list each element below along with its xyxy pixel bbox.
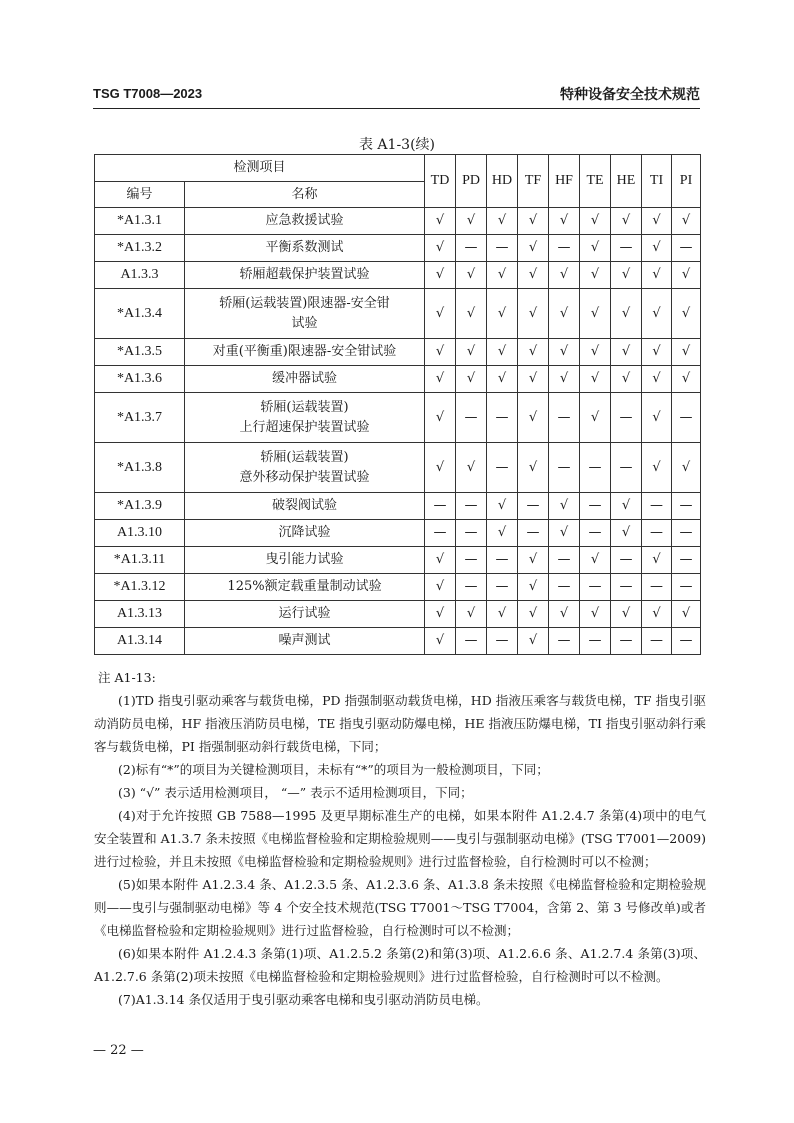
table-row bbox=[95, 601, 701, 628]
applicability-mark: √ bbox=[642, 366, 672, 393]
applicability-mark: √ bbox=[456, 601, 487, 628]
page-number: — 22 — bbox=[93, 1043, 144, 1058]
item-name-line: 试验 bbox=[291, 315, 318, 331]
applicability-mark: √ bbox=[518, 393, 549, 443]
applicability-mark: — bbox=[642, 520, 672, 547]
applicability-mark: — bbox=[580, 574, 611, 601]
applicability-mark: — bbox=[549, 393, 580, 443]
table-row bbox=[95, 443, 701, 493]
applicability-mark: — bbox=[456, 235, 487, 262]
item-code: A1.3.13 bbox=[95, 601, 185, 628]
applicability-mark: — bbox=[611, 443, 642, 493]
category-header: TI bbox=[642, 155, 672, 208]
applicability-mark: √ bbox=[580, 366, 611, 393]
note-item: (1)TD 指曳引驱动乘客与载货电梯，PD 指强制驱动载货电梯，HD 指液压乘客与载货电梯，TF 指曳引驱动消防员电梯，HF 指液压消防员电梯，TE 指曳引驱动防爆电梯，HE 指液压防爆电梯，TI 指曳引驱动斜行乘客与载货电梯，PI 指强制驱动斜行载货电梯，下同； bbox=[94, 693, 706, 754]
applicability-mark: √ bbox=[642, 235, 672, 262]
applicability-mark: — bbox=[672, 520, 701, 547]
item-name bbox=[185, 208, 425, 235]
applicability-mark: √ bbox=[580, 393, 611, 443]
item-name-line: 应急救援试验 bbox=[265, 213, 344, 228]
table-row bbox=[95, 208, 701, 235]
name-column-header: 名称 bbox=[185, 182, 425, 208]
item-code: A1.3.14 bbox=[95, 628, 185, 655]
table-row bbox=[95, 235, 701, 262]
applicability-mark: — bbox=[611, 547, 642, 574]
table-row bbox=[95, 262, 701, 289]
item-name bbox=[185, 601, 425, 628]
applicability-mark: — bbox=[672, 574, 701, 601]
item-code: *A1.3.2 bbox=[95, 235, 185, 262]
applicability-mark: √ bbox=[580, 547, 611, 574]
applicability-mark: √ bbox=[487, 289, 518, 339]
applicability-mark: — bbox=[487, 547, 518, 574]
item-code: *A1.3.4 bbox=[95, 289, 185, 339]
item-name bbox=[185, 235, 425, 262]
item-name bbox=[185, 628, 425, 655]
applicability-mark: √ bbox=[611, 262, 642, 289]
applicability-mark: √ bbox=[549, 601, 580, 628]
applicability-mark: √ bbox=[672, 208, 701, 235]
item-code: *A1.3.11 bbox=[95, 547, 185, 574]
applicability-mark: √ bbox=[611, 520, 642, 547]
applicability-mark: √ bbox=[425, 574, 456, 601]
applicability-mark: √ bbox=[518, 574, 549, 601]
applicability-mark: √ bbox=[456, 443, 487, 493]
applicability-mark: √ bbox=[580, 262, 611, 289]
table-caption: 表 A1-3(续) bbox=[358, 137, 436, 153]
applicability-mark: — bbox=[425, 520, 456, 547]
applicability-mark: √ bbox=[425, 366, 456, 393]
applicability-mark: √ bbox=[487, 601, 518, 628]
applicability-mark: √ bbox=[611, 493, 642, 520]
item-name bbox=[185, 443, 425, 493]
applicability-mark: — bbox=[611, 393, 642, 443]
applicability-mark: — bbox=[672, 393, 701, 443]
inspection-items-table bbox=[94, 154, 701, 655]
item-name bbox=[185, 366, 425, 393]
applicability-mark: √ bbox=[518, 339, 549, 366]
applicability-mark: √ bbox=[518, 208, 549, 235]
applicability-mark: √ bbox=[672, 339, 701, 366]
table-row bbox=[95, 366, 701, 393]
applicability-mark: √ bbox=[611, 601, 642, 628]
applicability-mark: √ bbox=[518, 443, 549, 493]
note-item: (7)A1.3.14 条仅适用于曳引驱动乘客电梯和曳引驱动消防员电梯。 bbox=[118, 992, 489, 1007]
applicability-mark: √ bbox=[425, 208, 456, 235]
category-header: PD bbox=[456, 155, 487, 208]
applicability-mark: √ bbox=[487, 520, 518, 547]
applicability-mark: √ bbox=[549, 339, 580, 366]
applicability-mark: — bbox=[425, 493, 456, 520]
applicability-mark: — bbox=[672, 628, 701, 655]
applicability-mark: √ bbox=[580, 235, 611, 262]
item-name-line: 轿厢(运载装置) bbox=[260, 449, 349, 465]
item-name-line: 平衡系数测试 bbox=[265, 240, 344, 255]
applicability-mark: √ bbox=[611, 366, 642, 393]
category-header: HD bbox=[487, 155, 518, 208]
applicability-mark: √ bbox=[642, 443, 672, 493]
applicability-mark: √ bbox=[549, 493, 580, 520]
applicability-mark: — bbox=[456, 520, 487, 547]
doc-code: TSG T7008—2023 bbox=[93, 86, 203, 101]
applicability-mark: √ bbox=[487, 339, 518, 366]
applicability-mark: √ bbox=[425, 601, 456, 628]
applicability-mark: — bbox=[456, 574, 487, 601]
item-name-line: 对重(平衡重)限速器-安全钳试验 bbox=[212, 344, 397, 359]
applicability-mark: √ bbox=[518, 262, 549, 289]
applicability-mark: — bbox=[456, 393, 487, 443]
item-name-line: 轿厢(运载装置)限速器-安全钳 bbox=[219, 295, 390, 311]
applicability-mark: √ bbox=[425, 262, 456, 289]
note-item: (5)如果本附件 A1.2.3.4 条、A1.2.3.5 条、A1.2.3.6 条、A1.3.8 条未按照《电梯监督检验和定期检验规则——曳引与强制驱动电梯》等 4 个安全技术规范(TSG T7001～TSG T7004，含第 2、第 3 号修改单)或者《电梯监督检验和定期检验规则》进行过监督检验，自行检测时可以不检测； bbox=[94, 877, 706, 938]
item-name-line: 破裂阀试验 bbox=[272, 498, 338, 513]
applicability-mark: √ bbox=[549, 289, 580, 339]
item-name bbox=[185, 493, 425, 520]
applicability-mark: √ bbox=[518, 289, 549, 339]
category-header: TE bbox=[580, 155, 611, 208]
applicability-mark: — bbox=[487, 574, 518, 601]
applicability-mark: √ bbox=[611, 208, 642, 235]
table-row bbox=[95, 574, 701, 601]
applicability-mark: √ bbox=[425, 628, 456, 655]
applicability-mark: √ bbox=[642, 547, 672, 574]
applicability-mark: √ bbox=[611, 339, 642, 366]
applicability-mark: √ bbox=[580, 601, 611, 628]
item-code: A1.3.10 bbox=[95, 520, 185, 547]
applicability-mark: — bbox=[672, 235, 701, 262]
applicability-mark: √ bbox=[518, 235, 549, 262]
applicability-mark: — bbox=[611, 628, 642, 655]
doc-series-title: 特种设备安全技术规范 bbox=[560, 87, 700, 103]
item-name bbox=[185, 520, 425, 547]
applicability-mark: — bbox=[487, 443, 518, 493]
applicability-mark: √ bbox=[456, 208, 487, 235]
applicability-mark: √ bbox=[611, 289, 642, 339]
applicability-mark: — bbox=[518, 493, 549, 520]
item-name bbox=[185, 574, 425, 601]
item-name-line: 上行超速保护装置试验 bbox=[239, 419, 370, 435]
applicability-mark: √ bbox=[425, 547, 456, 574]
item-name bbox=[185, 339, 425, 366]
category-header: HF bbox=[549, 155, 580, 208]
item-name-line: 沉降试验 bbox=[278, 525, 331, 540]
item-name-line: 运行试验 bbox=[278, 606, 331, 621]
applicability-mark: √ bbox=[672, 366, 701, 393]
applicability-mark: √ bbox=[549, 262, 580, 289]
applicability-mark: √ bbox=[672, 443, 701, 493]
applicability-mark: — bbox=[672, 547, 701, 574]
applicability-mark: √ bbox=[425, 393, 456, 443]
applicability-mark: √ bbox=[642, 601, 672, 628]
category-header: PI bbox=[672, 155, 701, 208]
applicability-mark: √ bbox=[487, 493, 518, 520]
category-header: TF bbox=[518, 155, 549, 208]
applicability-mark: √ bbox=[672, 262, 701, 289]
applicability-mark: √ bbox=[518, 628, 549, 655]
table-row bbox=[95, 339, 701, 366]
applicability-mark: √ bbox=[642, 393, 672, 443]
applicability-mark: — bbox=[456, 628, 487, 655]
applicability-mark: — bbox=[518, 520, 549, 547]
applicability-mark: √ bbox=[518, 547, 549, 574]
applicability-mark: — bbox=[672, 493, 701, 520]
item-name-line: 轿厢超载保护装置试验 bbox=[239, 267, 370, 282]
item-name bbox=[185, 289, 425, 339]
group-header: 检测项目 bbox=[95, 155, 425, 182]
table-row bbox=[95, 520, 701, 547]
applicability-mark: √ bbox=[518, 366, 549, 393]
applicability-mark: — bbox=[642, 628, 672, 655]
item-name bbox=[185, 262, 425, 289]
applicability-mark: √ bbox=[487, 208, 518, 235]
item-code: *A1.3.9 bbox=[95, 493, 185, 520]
table-row bbox=[95, 289, 701, 339]
applicability-mark: √ bbox=[580, 208, 611, 235]
item-code: *A1.3.8 bbox=[95, 443, 185, 493]
applicability-mark: — bbox=[456, 493, 487, 520]
applicability-mark: — bbox=[487, 235, 518, 262]
applicability-mark: √ bbox=[580, 339, 611, 366]
applicability-mark: √ bbox=[672, 289, 701, 339]
applicability-mark: √ bbox=[425, 443, 456, 493]
applicability-mark: √ bbox=[642, 289, 672, 339]
applicability-mark: √ bbox=[549, 208, 580, 235]
item-code: *A1.3.12 bbox=[95, 574, 185, 601]
item-name-line: 噪声测试 bbox=[278, 633, 331, 648]
applicability-mark: — bbox=[549, 628, 580, 655]
applicability-mark: √ bbox=[580, 289, 611, 339]
item-code: *A1.3.7 bbox=[95, 393, 185, 443]
applicability-mark: — bbox=[611, 574, 642, 601]
applicability-mark: — bbox=[549, 547, 580, 574]
applicability-mark: — bbox=[642, 574, 672, 601]
item-code: *A1.3.6 bbox=[95, 366, 185, 393]
applicability-mark: √ bbox=[425, 235, 456, 262]
item-name bbox=[185, 547, 425, 574]
item-code: A1.3.3 bbox=[95, 262, 185, 289]
item-name bbox=[185, 393, 425, 443]
item-name-line: 缓冲器试验 bbox=[272, 371, 338, 386]
table-row bbox=[95, 628, 701, 655]
item-name-line: 125%额定载重量制动试验 bbox=[227, 579, 382, 594]
applicability-mark: — bbox=[549, 574, 580, 601]
applicability-mark: √ bbox=[549, 366, 580, 393]
applicability-mark: √ bbox=[642, 208, 672, 235]
applicability-mark: √ bbox=[487, 262, 518, 289]
applicability-mark: √ bbox=[456, 289, 487, 339]
note-item: (2)标有“*”的项目为关键检测项目，未标有“*”的项目为一般检测项目，下同； bbox=[118, 762, 549, 777]
applicability-mark: — bbox=[456, 547, 487, 574]
applicability-mark: — bbox=[549, 443, 580, 493]
applicability-mark: √ bbox=[642, 262, 672, 289]
applicability-mark: √ bbox=[549, 520, 580, 547]
applicability-mark: √ bbox=[487, 366, 518, 393]
item-name-line: 意外移动保护装置试验 bbox=[239, 469, 370, 485]
notes-title: 注 A1-13: bbox=[98, 670, 156, 685]
item-code: *A1.3.5 bbox=[95, 339, 185, 366]
applicability-mark: — bbox=[580, 628, 611, 655]
note-item: (3) “√” 表示适用检测项目， “—” 表示不适用检测项目，下同； bbox=[118, 785, 473, 800]
applicability-mark: √ bbox=[642, 339, 672, 366]
item-name-line: 曳引能力试验 bbox=[265, 552, 344, 567]
applicability-mark: — bbox=[487, 628, 518, 655]
item-code: *A1.3.1 bbox=[95, 208, 185, 235]
applicability-mark: √ bbox=[456, 339, 487, 366]
applicability-mark: √ bbox=[425, 289, 456, 339]
applicability-mark: — bbox=[487, 393, 518, 443]
header-divider bbox=[93, 108, 700, 109]
applicability-mark: — bbox=[580, 443, 611, 493]
applicability-mark: — bbox=[580, 493, 611, 520]
applicability-mark: √ bbox=[425, 339, 456, 366]
applicability-mark: — bbox=[580, 520, 611, 547]
applicability-mark: √ bbox=[518, 601, 549, 628]
table-row bbox=[95, 547, 701, 574]
note-item: (4)对于允许按照 GB 7588—1995 及更早期标准生产的电梯，如果本附件 A1.2.4.7 条第(4)项中的电气安全装置和 A1.3.7 条未按照《电梯监督检验和定期检验规则——曳引与强制驱动电梯》(TSG T7001—2009)进行过检验，并且未按照《电梯监督检验和定期检验规则》进行过监督检验，自行检测时可以不检测； bbox=[94, 808, 706, 869]
applicability-mark: — bbox=[549, 235, 580, 262]
notes-section bbox=[94, 666, 706, 1011]
table-row bbox=[95, 393, 701, 443]
code-column-header: 编号 bbox=[95, 182, 185, 208]
applicability-mark: — bbox=[642, 493, 672, 520]
applicability-mark: — bbox=[611, 235, 642, 262]
table-body bbox=[95, 208, 701, 655]
category-header: TD bbox=[425, 155, 456, 208]
applicability-mark: √ bbox=[456, 262, 487, 289]
category-header: HE bbox=[611, 155, 642, 208]
item-name-line: 轿厢(运载装置) bbox=[260, 399, 349, 415]
note-item: (6)如果本附件 A1.2.4.3 条第(1)项、A1.2.5.2 条第(2)和第(3)项、A1.2.6.6 条、A1.2.7.4 条第(3)项、A1.2.7.6 条第(2)项未按照《电梯监督检验和定期检验规则》进行过监督检验，自行检测时可以不检测。 bbox=[94, 946, 706, 984]
applicability-mark: √ bbox=[456, 366, 487, 393]
applicability-mark: √ bbox=[672, 601, 701, 628]
table-row bbox=[95, 493, 701, 520]
